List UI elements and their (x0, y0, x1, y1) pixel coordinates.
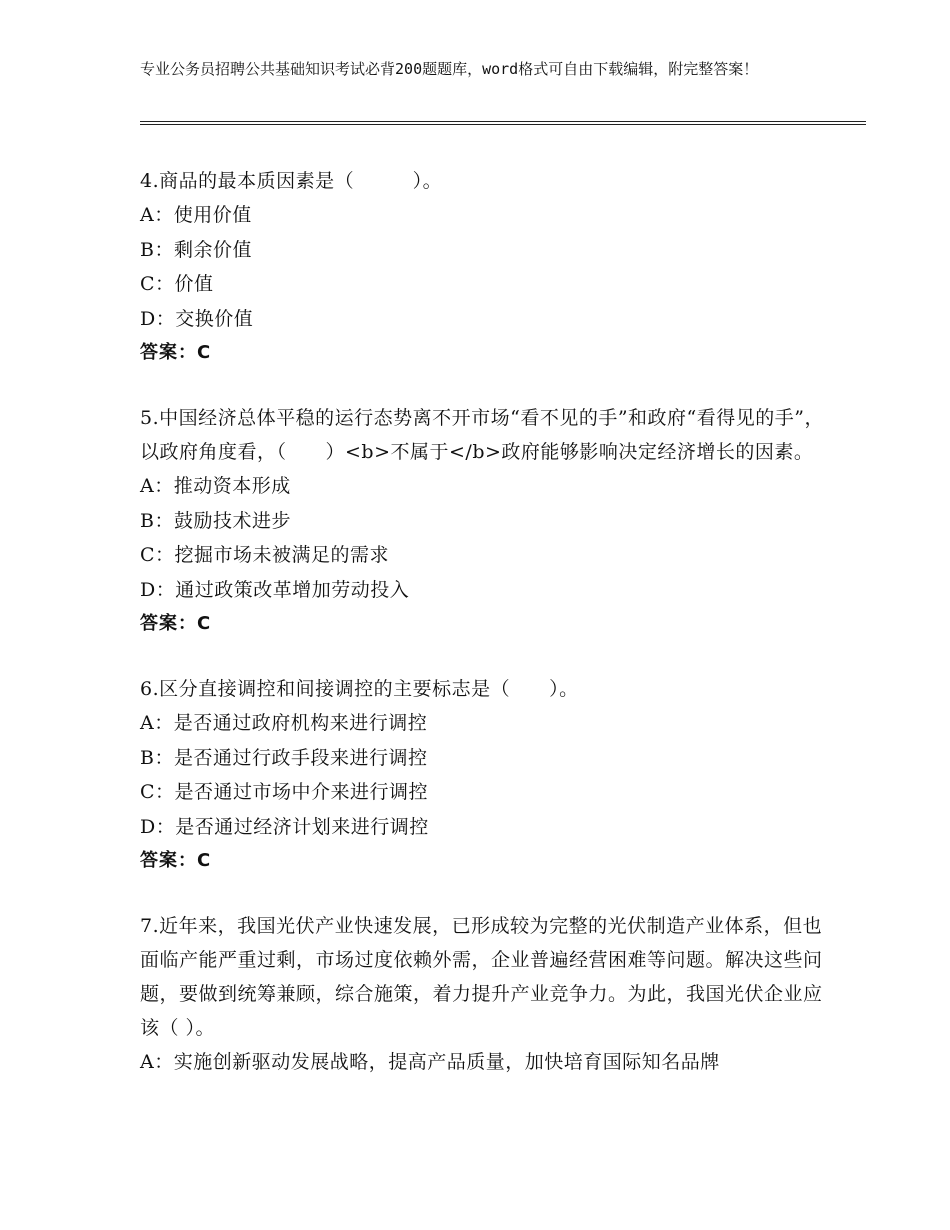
option-c: C：是否通过市场中介来进行调控 (140, 781, 429, 803)
option-d: D：交换价值 (140, 307, 254, 330)
answer-line: 答案：C (140, 850, 212, 871)
question-text: 7.近年来，我国光伏产业快速发展，已形成较为完整的光伏制造产业体系，但也面临产能严重过剩，市场过度依赖外需，企业普遍经营困难等问题。解决这些问题，要做到统筹兼顾，综合施策，着力提升产业竞争力。为此，我国光伏企业应该（ ）。 (140, 915, 823, 1039)
option-c: C：价值 (140, 273, 214, 295)
document-header: 专业公务员招聘公共基础知识考试必背200题题库，word格式可自由下载编辑，附完整答案！ (140, 60, 759, 78)
question-4 (140, 164, 830, 370)
question-5 (140, 401, 830, 641)
answer-line: 答案：C (140, 613, 212, 634)
question-list (140, 164, 830, 1111)
option-b: B：鼓励技术进步 (140, 509, 291, 532)
header-divider-top (140, 121, 866, 122)
question-text: 6.区分直接调控和间接调控的主要标志是（ ）。 (140, 678, 579, 700)
option-a: A：推动资本形成 (140, 475, 291, 497)
option-c: C：挖掘市场未被满足的需求 (140, 544, 390, 566)
question-text: 4.商品的最本质因素是（ ）。 (140, 170, 443, 192)
option-a: A：是否通过政府机构来进行调控 (140, 712, 428, 734)
option-d: D：是否通过经济计划来进行调控 (140, 815, 429, 838)
question-text: 5.中国经济总体平稳的运行态势离不开市场“看不见的手”和政府“看得见的手”，以政府角度看，（ ）<b>不属于</b>政府能够影响决定经济增长的因素。 (140, 407, 824, 463)
question-6 (140, 672, 830, 878)
question-7 (140, 909, 830, 1080)
option-b: B：剩余价值 (140, 238, 252, 261)
header-divider-bottom (140, 124, 866, 125)
option-d: D：通过政策改革增加劳动投入 (140, 578, 410, 601)
option-b: B：是否通过行政手段来进行调控 (140, 746, 428, 769)
answer-line: 答案：C (140, 342, 212, 363)
option-a: A：使用价值 (140, 204, 252, 226)
option-a: A：实施创新驱动发展战略，提高产品质量，加快培育国际知名品牌 (140, 1051, 720, 1073)
